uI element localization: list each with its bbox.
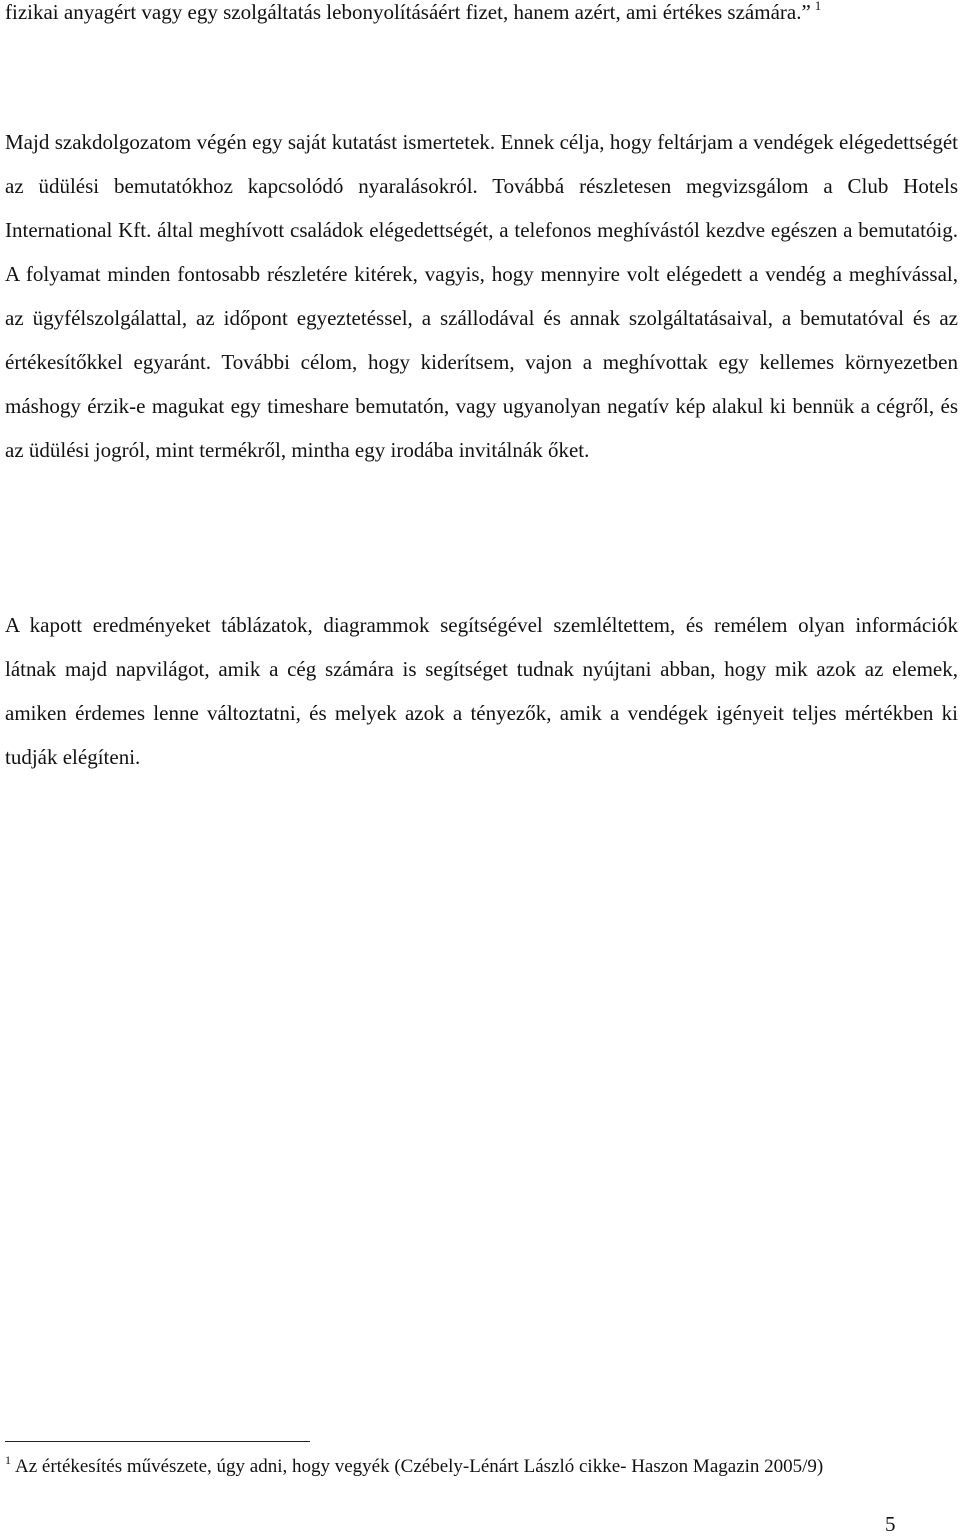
paragraph-text: A kapott eredményeket táblázatok, diagrammok segítségével szemléltettem, és remélem olyan információk látnak majd napvilágot, amik a cég számára is segítséget tudnak nyújtani abban, hogy mik azok az elemek, amiken érdemes lenne változtatni, és melyek azok a tényezők, amik a vendégek igényeit teljes mértékben ki tudják elégíteni. <box>5 613 958 769</box>
footnote-separator <box>5 1441 310 1442</box>
footnote-text: Az értékesítés művészete, úgy adni, hogy vegyék (Czébely-Lénárt László cikke- Haszon Magazin 2005/9) <box>15 1456 824 1477</box>
paragraph-intro-quote <box>5 0 958 34</box>
paragraph-research-aim <box>5 120 958 472</box>
footnote <box>5 1454 960 1480</box>
paragraph-text: Majd szakdolgozatom végén egy saját kutatást ismertetek. Ennek célja, hogy feltárjam a vendégek elégedettségét az üdülési bemutatókhoz kapcsolódó nyaralásokról. Továbbá részletesen megvizsgálom a Club Hotels International Kft. által meghívott családok elégedettségét, a telefonos meghívástól kezdve egészen a bemutatóig. A folyamat minden fontosabb részletére kitérek, vagyis, hogy mennyire volt elégedett a vendég a meghívással, az ügyfélszolgálattal, az időpont egyeztetéssel, a szállodával és annak szolgáltatásaival, a bemutatóval és az értékesítőkkel egyaránt. További célom, hogy kiderítsem, vajon a meghívottak egy kellemes környezetben máshogy érzik-e magukat egy timeshare bemutatón, vagy ugyanolyan negatív kép alakul ki bennük a cégről, és az üdülési jogról, mint termékről, mintha egy irodába invitálnák őket. <box>5 130 958 462</box>
footnote-reference[interactable]: 1 <box>814 0 822 13</box>
footnote-number: 1 <box>5 1453 11 1467</box>
paragraph-results <box>5 603 958 779</box>
page-number: 5 <box>885 1512 896 1536</box>
paragraph-text: fizikai anyagért vagy egy szolgáltatás lebonyolításáért fizet, hanem azért, ami értékes számára.” <box>5 0 811 24</box>
